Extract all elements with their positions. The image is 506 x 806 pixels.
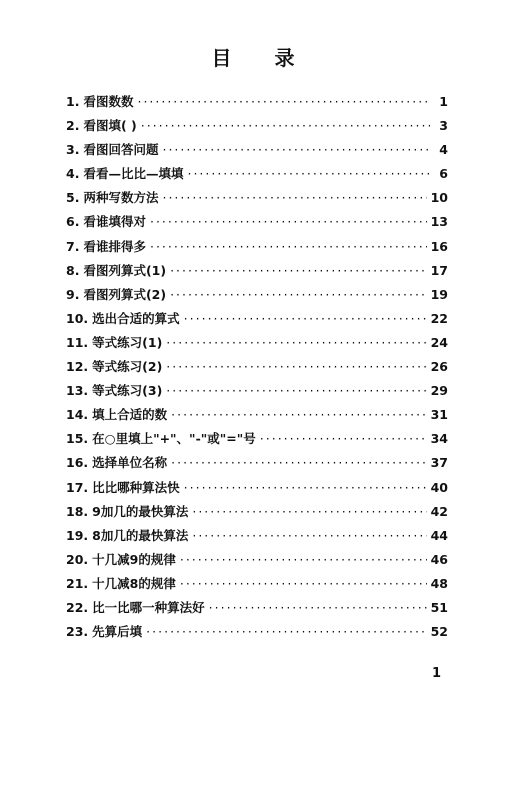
toc-entry-page: 44 bbox=[430, 527, 448, 543]
toc-entry bbox=[66, 622, 448, 646]
toc-leader-dots bbox=[184, 480, 427, 495]
toc-entry bbox=[66, 92, 448, 116]
toc-entry bbox=[66, 453, 448, 477]
toc-leader-dots bbox=[171, 455, 426, 470]
toc-leader-dots bbox=[180, 576, 427, 591]
toc-entry-page: 51 bbox=[430, 599, 448, 615]
toc-entry-title: 先算后填 bbox=[92, 624, 143, 640]
toc-leader-dots bbox=[137, 94, 430, 109]
toc-leader-dots bbox=[192, 528, 426, 543]
toc-entry-title: 9加几的最快算法 bbox=[92, 503, 189, 519]
toc-leader-dots bbox=[141, 118, 430, 133]
toc-entry bbox=[66, 502, 448, 526]
toc-entry-title: 比一比哪一种算法好 bbox=[92, 599, 205, 615]
toc-leader-dots bbox=[146, 624, 426, 639]
table-of-contents bbox=[66, 92, 448, 646]
toc-entry-page: 24 bbox=[430, 334, 448, 350]
toc-entry bbox=[66, 164, 448, 188]
toc-entry-page: 16 bbox=[430, 238, 448, 254]
toc-entry-page: 37 bbox=[430, 455, 448, 471]
toc-leader-dots bbox=[170, 287, 427, 302]
toc-entry-page: 29 bbox=[430, 383, 448, 399]
toc-entry-number: 19. bbox=[66, 527, 89, 543]
toc-leader-dots bbox=[170, 263, 427, 278]
toc-entry-page: 40 bbox=[430, 479, 448, 495]
toc-entry-number: 5. bbox=[66, 190, 80, 206]
toc-leader-dots bbox=[184, 311, 427, 326]
toc-entry-title: 两种写数方法 bbox=[83, 190, 159, 206]
toc-entry-number: 9. bbox=[66, 286, 80, 302]
toc-entry bbox=[66, 212, 448, 236]
toc-entry bbox=[66, 405, 448, 429]
toc-entry bbox=[66, 309, 448, 333]
toc-entry-title: 等式练习(2) bbox=[92, 359, 163, 375]
toc-entry-number: 4. bbox=[66, 166, 80, 182]
toc-entry-number: 13. bbox=[66, 383, 89, 399]
toc-entry-number: 3. bbox=[66, 142, 80, 158]
toc-entry-page: 26 bbox=[430, 359, 448, 375]
toc-entry-title: 填上合适的数 bbox=[92, 407, 168, 423]
toc-entry-number: 2. bbox=[66, 118, 80, 134]
page-number: 1 bbox=[432, 666, 442, 681]
toc-entry-title: 等式练习(1) bbox=[92, 334, 163, 350]
toc-entry-number: 17. bbox=[66, 479, 89, 495]
toc-leader-dots bbox=[150, 239, 427, 254]
toc-entry-page: 46 bbox=[430, 551, 448, 567]
toc-entry-title: 看图数数 bbox=[83, 94, 134, 109]
toc-entry-number: 20. bbox=[66, 551, 89, 567]
toc-entry bbox=[66, 598, 448, 622]
toc-entry-title: 看谁填得对 bbox=[83, 214, 146, 230]
toc-entry-page: 10 bbox=[430, 190, 448, 206]
toc-entry-number: 11. bbox=[66, 334, 89, 350]
toc-entry-page: 13 bbox=[430, 214, 448, 230]
toc-entry bbox=[66, 526, 448, 550]
toc-entry-number: 8. bbox=[66, 262, 80, 278]
toc-leader-dots bbox=[166, 335, 426, 350]
toc-entry-page: 31 bbox=[430, 407, 448, 423]
toc-entry-page: 34 bbox=[430, 431, 448, 447]
toc-entry-page: 42 bbox=[430, 503, 448, 519]
toc-entry-page: 19 bbox=[430, 286, 448, 302]
toc-entry-title: 看图列算式(2) bbox=[83, 286, 167, 302]
toc-entry bbox=[66, 261, 448, 285]
toc-entry bbox=[66, 550, 448, 574]
toc-leader-dots bbox=[209, 600, 427, 615]
toc-entry-title: 在○里填上"+"、"-"或"="号 bbox=[92, 431, 256, 447]
toc-entry-page: 6 bbox=[439, 166, 448, 182]
toc-entry-number: 10. bbox=[66, 310, 89, 326]
toc-entry-number: 14. bbox=[66, 407, 89, 423]
toc-entry bbox=[66, 140, 448, 164]
toc-entry bbox=[66, 574, 448, 598]
toc-leader-dots bbox=[180, 552, 427, 567]
toc-entry-title: 看图回答问题 bbox=[83, 142, 159, 158]
toc-entry-number: 1. bbox=[66, 94, 80, 109]
toc-entry bbox=[66, 116, 448, 140]
toc-leader-dots bbox=[162, 142, 430, 157]
toc-entry bbox=[66, 188, 448, 212]
toc-entry-number: 22. bbox=[66, 599, 89, 615]
toc-leader-dots bbox=[187, 166, 430, 181]
toc-entry-page: 4 bbox=[439, 142, 448, 158]
toc-entry bbox=[66, 381, 448, 405]
toc-leader-dots bbox=[162, 190, 426, 205]
toc-entry-page: 17 bbox=[430, 262, 448, 278]
toc-entry-number: 18. bbox=[66, 503, 89, 519]
toc-entry-title: 看看—比比—填填 bbox=[83, 166, 184, 182]
toc-entry-number: 15. bbox=[66, 431, 89, 447]
toc-entry-title: 等式练习(3) bbox=[92, 383, 163, 399]
toc-leader-dots bbox=[166, 383, 426, 398]
toc-entry-number: 6. bbox=[66, 214, 80, 230]
toc-entry-title: 选出合适的算式 bbox=[92, 310, 180, 326]
toc-entry-page: 52 bbox=[430, 624, 448, 640]
toc-entry-number: 7. bbox=[66, 238, 80, 254]
page-title: 目 录 bbox=[211, 46, 313, 70]
toc-entry-title: 比比哪种算法快 bbox=[92, 479, 180, 495]
toc-leader-dots bbox=[192, 504, 426, 519]
toc-leader-dots bbox=[166, 359, 426, 374]
toc-entry-title: 十几减8的规律 bbox=[92, 575, 176, 591]
toc-entry-page: 3 bbox=[439, 118, 448, 134]
toc-entry bbox=[66, 357, 448, 381]
toc-entry-title: 看图列算式(1) bbox=[83, 262, 167, 278]
toc-entry-number: 12. bbox=[66, 359, 89, 375]
toc-entry-page: 22 bbox=[430, 310, 448, 326]
toc-leader-dots bbox=[150, 214, 427, 229]
toc-leader-dots bbox=[260, 431, 427, 446]
toc-entry-title: 8加几的最快算法 bbox=[92, 527, 189, 543]
toc-entry-number: 23. bbox=[66, 624, 89, 640]
toc-entry bbox=[66, 285, 448, 309]
toc-entry bbox=[66, 333, 448, 357]
toc-entry-number: 16. bbox=[66, 455, 89, 471]
toc-entry-title: 看谁排得多 bbox=[83, 238, 146, 254]
toc-leader-dots bbox=[171, 407, 426, 422]
toc-entry-page: 48 bbox=[430, 575, 448, 591]
toc-entry bbox=[66, 237, 448, 261]
toc-entry-title: 看图填( ) bbox=[83, 118, 137, 134]
toc-entry-page: 1 bbox=[439, 94, 448, 109]
toc-entry-title: 选择单位名称 bbox=[92, 455, 168, 471]
toc-entry bbox=[66, 429, 448, 453]
toc-entry-number: 21. bbox=[66, 575, 89, 591]
toc-entry-title: 十几减9的规律 bbox=[92, 551, 176, 567]
toc-entry bbox=[66, 478, 448, 502]
